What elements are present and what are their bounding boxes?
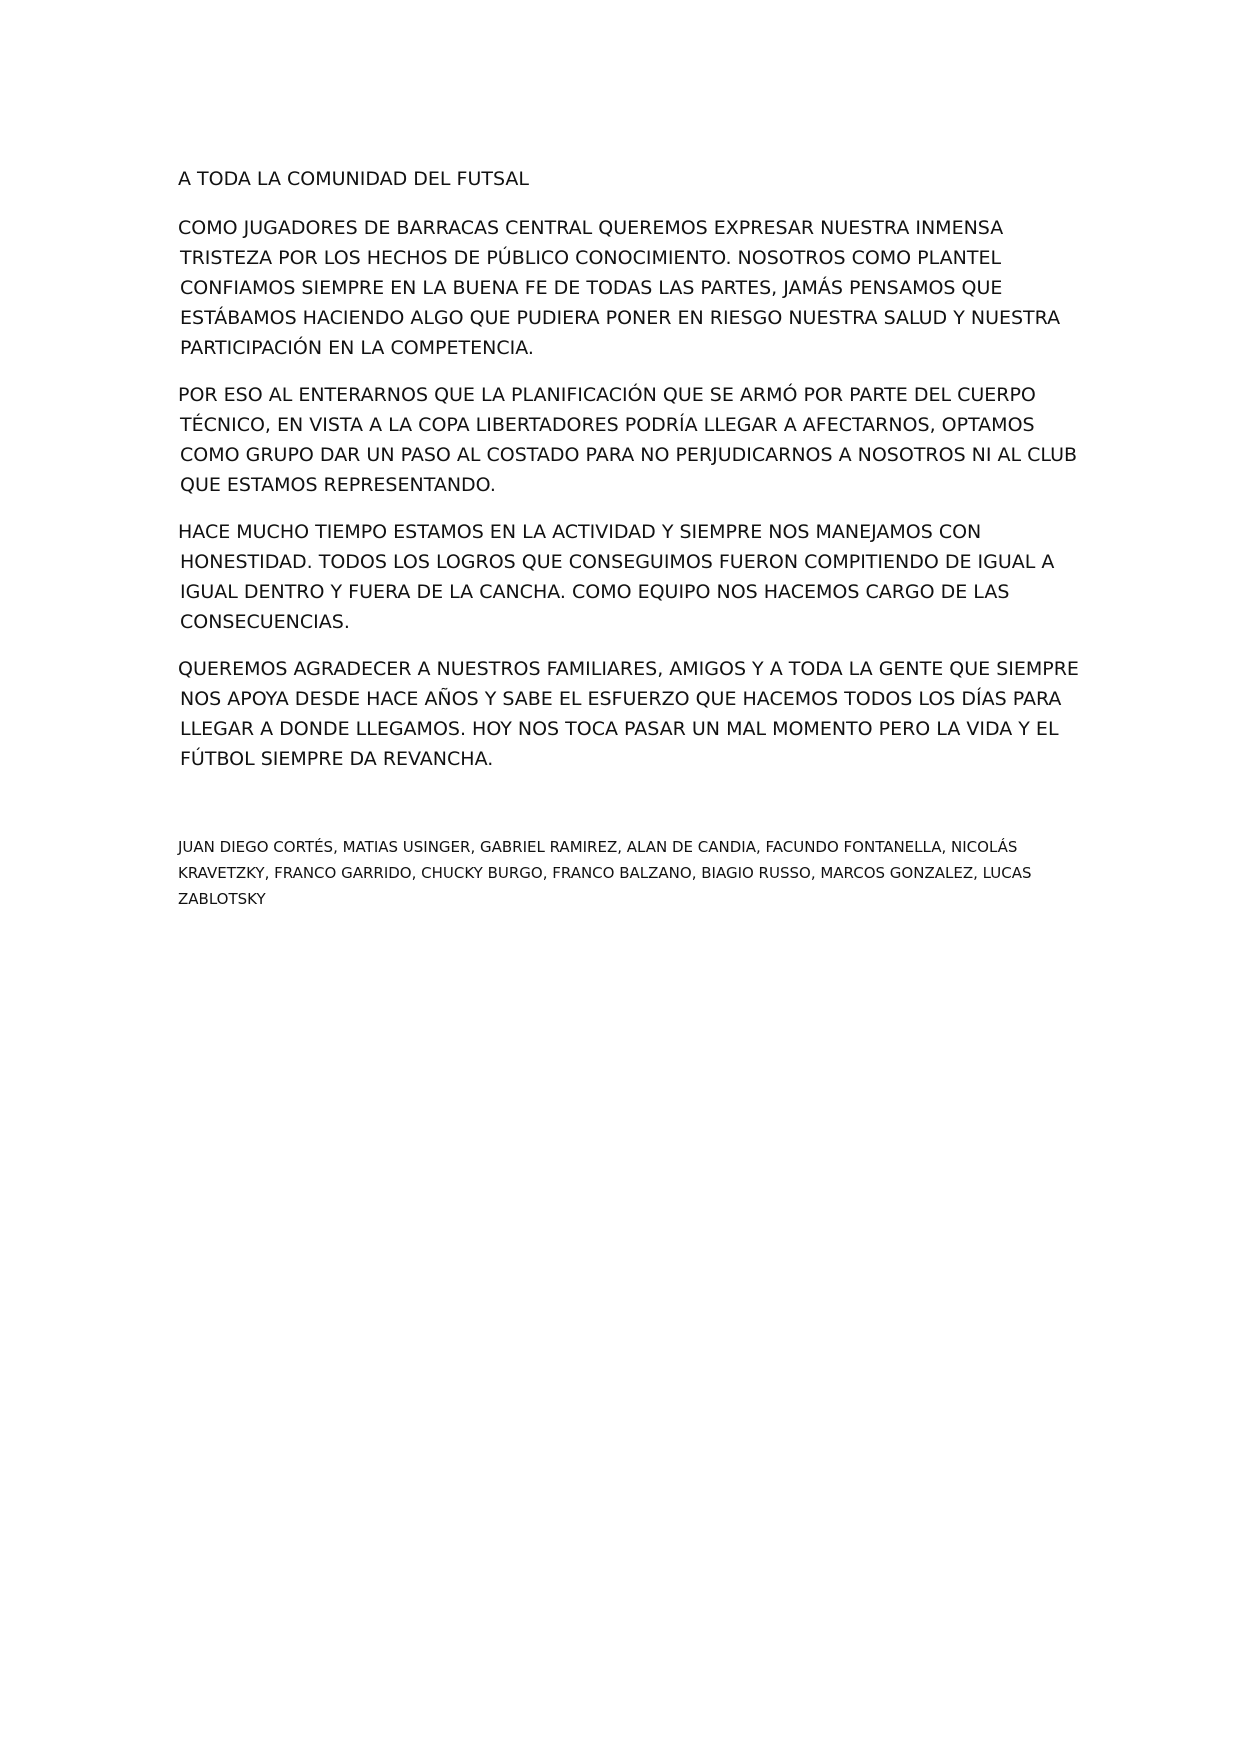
- paragraph-line: QUEREMOS AGRADECER A NUESTROS FAMILIARES, AMIGOS Y A TODA LA GENTE QUE SIEMPRE: [178, 658, 1079, 680]
- paragraph-line: HACE MUCHO TIEMPO ESTAMOS EN LA ACTIVIDAD Y SIEMPRE NOS MANEJAMOS CON: [178, 521, 982, 543]
- paragraph-line: QUE ESTAMOS REPRESENTANDO.: [180, 474, 496, 496]
- paragraph-line: CONFIAMOS SIEMPRE EN LA BUENA FE DE TODAS LAS PARTES, JAMÁS PENSAMOS QUE: [180, 277, 1003, 299]
- paragraph-3: [178, 517, 1082, 637]
- paragraph-line: POR ESO AL ENTERARNOS QUE LA PLANIFICACIÓN QUE SE ARMÓ POR PARTE DEL CUERPO: [178, 384, 1036, 406]
- paragraph-line: FÚTBOL SIEMPRE DA REVANCHA.: [180, 748, 494, 770]
- signatures-block: [178, 834, 1082, 912]
- paragraph-line: PARTICIPACIÓN EN LA COMPETENCIA.: [180, 337, 534, 359]
- paragraph-line: NOS APOYA DESDE HACE AÑOS Y SABE EL ESFUERZO QUE HACEMOS TODOS LOS DÍAS PARA: [180, 688, 1062, 710]
- paragraph-line: COMO GRUPO DAR UN PASO AL COSTADO PARA NO PERJUDICARNOS A NOSOTROS NI AL CLUB: [180, 444, 1078, 466]
- paragraph-line: ESTÁBAMOS HACIENDO ALGO QUE PUDIERA PONER EN RIESGO NUESTRA SALUD Y NUESTRA: [180, 307, 1061, 329]
- paragraph-2: [178, 380, 1082, 500]
- paragraph-line: TÉCNICO, EN VISTA A LA COPA LIBERTADORES PODRÍA LLEGAR A AFECTARNOS, OPTAMOS: [180, 414, 1035, 436]
- paragraph-1: [178, 213, 1082, 363]
- paragraph-line: IGUAL DENTRO Y FUERA DE LA CANCHA. COMO EQUIPO NOS HACEMOS CARGO DE LAS: [180, 581, 1010, 603]
- paragraph-line: LLEGAR A DONDE LLEGAMOS. HOY NOS TOCA PASAR UN MAL MOMENTO PERO LA VIDA Y EL: [180, 718, 1059, 740]
- paragraph-line: TRISTEZA POR LOS HECHOS DE PÚBLICO CONOCIMIENTO. NOSOTROS COMO PLANTEL: [180, 247, 1002, 269]
- signature-line: ZABLOTSKY: [178, 890, 266, 908]
- paragraph-4: [178, 654, 1082, 774]
- signature-line: JUAN DIEGO CORTÉS, MATIAS USINGER, GABRIEL RAMIREZ, ALAN DE CANDIA, FACUNDO FONTANELLA, NICOLÁS: [178, 838, 1018, 856]
- letter-heading: A TODA LA COMUNIDAD DEL FUTSAL: [178, 168, 529, 190]
- signature-line: KRAVETZKY, FRANCO GARRIDO, CHUCKY BURGO, FRANCO BALZANO, BIAGIO RUSSO, MARCOS GONZALEZ, LUCAS: [178, 864, 1032, 882]
- letter-body: [178, 164, 1082, 912]
- paragraph-line: COMO JUGADORES DE BARRACAS CENTRAL QUEREMOS EXPRESAR NUESTRA INMENSA: [178, 217, 1004, 239]
- paragraph-line: HONESTIDAD. TODOS LOS LOGROS QUE CONSEGUIMOS FUERON COMPITIENDO DE IGUAL A: [180, 551, 1055, 573]
- paragraph-line: CONSECUENCIAS.: [180, 611, 350, 633]
